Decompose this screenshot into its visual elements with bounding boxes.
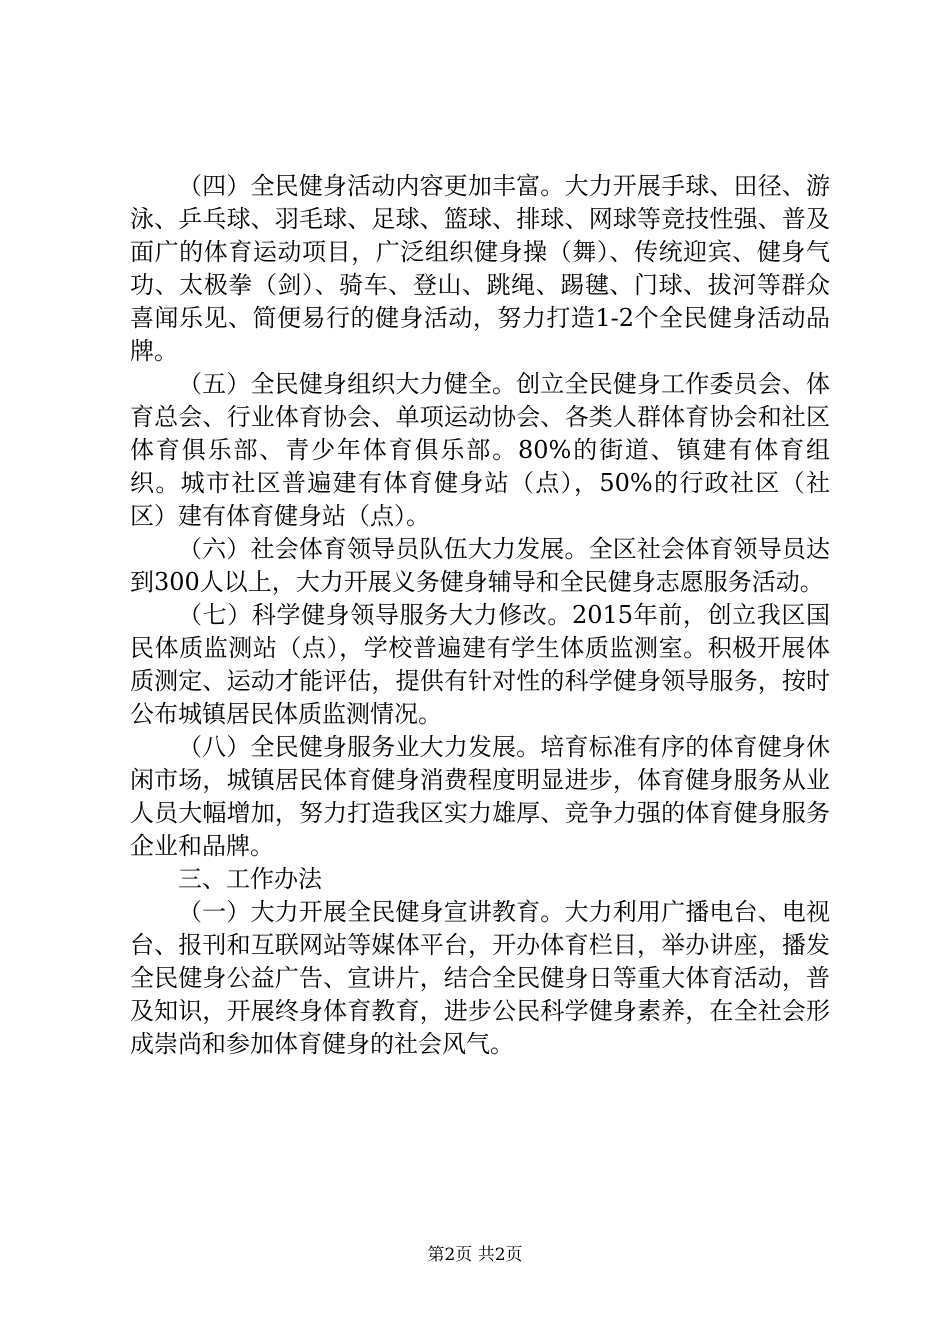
paragraph-section-6: （六）社会体育领导员队伍大力发展。全区社会体育领导员达到300人以上，大力开展义务健身辅导和全民健身志愿服务活动。 xyxy=(130,535,830,596)
section-heading-work-methods: 三、工作办法 xyxy=(178,865,322,893)
document-body xyxy=(130,170,830,1061)
paragraph-method-1: （一）大力开展全民健身宣讲教育。大力利用广播电台、电视台、报刊和互联网站等媒体平台，开办体育栏目，举办讲座，播发全民健身公益广告、宣讲片，结合全民健身日等重大体育活动，普及知识，开展终身体育教育，进步公民科学健身素养，在全社会形成崇尚和参加体育健身的社会风气。 xyxy=(130,898,830,1058)
paragraph-section-8: （八）全民健身服务业大力发展。培育标准有序的体育健身休闲市场，城镇居民体育健身消费程度明显进步，体育健身服务从业人员大幅增加，努力打造我区实力雄厚、竞争力强的体育健身服务企业和品牌。 xyxy=(130,733,830,860)
paragraph-section-4: （四）全民健身活动内容更加丰富。大力开展手球、田径、游泳、乒乓球、羽毛球、足球、篮球、排球、网球等竞技性强、普及面广的体育运动项目，广泛组织健身操（舞）、传统迎宾、健身气功、太极拳（剑）、骑车、登山、跳绳、踢毽、门球、拔河等群众喜闻乐见、简便易行的健身活动，努力打造1-2个全民健身活动品牌。 xyxy=(130,172,830,365)
paragraph-section-7: （七）科学健身领导服务大力修改。2015年前，创立我区国民体质监测站（点），学校普遍建有学生体质监测室。积极开展体质测定、运动才能评估，提供有针对性的科学健身领导服务，按时公布城镇居民体质监测情况。 xyxy=(130,601,830,728)
paragraph-section-5: （五）全民健身组织大力健全。创立全民健身工作委员会、体育总会、行业体育协会、单项运动协会、各类人群体育协会和社区体育俱乐部、青少年体育俱乐部。80%的街道、镇建有体育组织。城市社区普遍建有体育健身站（点），50%的行政社区（社区）建有体育健身站（点）。 xyxy=(130,370,830,530)
page-number-footer: 第2页 共2页 xyxy=(427,1245,523,1265)
